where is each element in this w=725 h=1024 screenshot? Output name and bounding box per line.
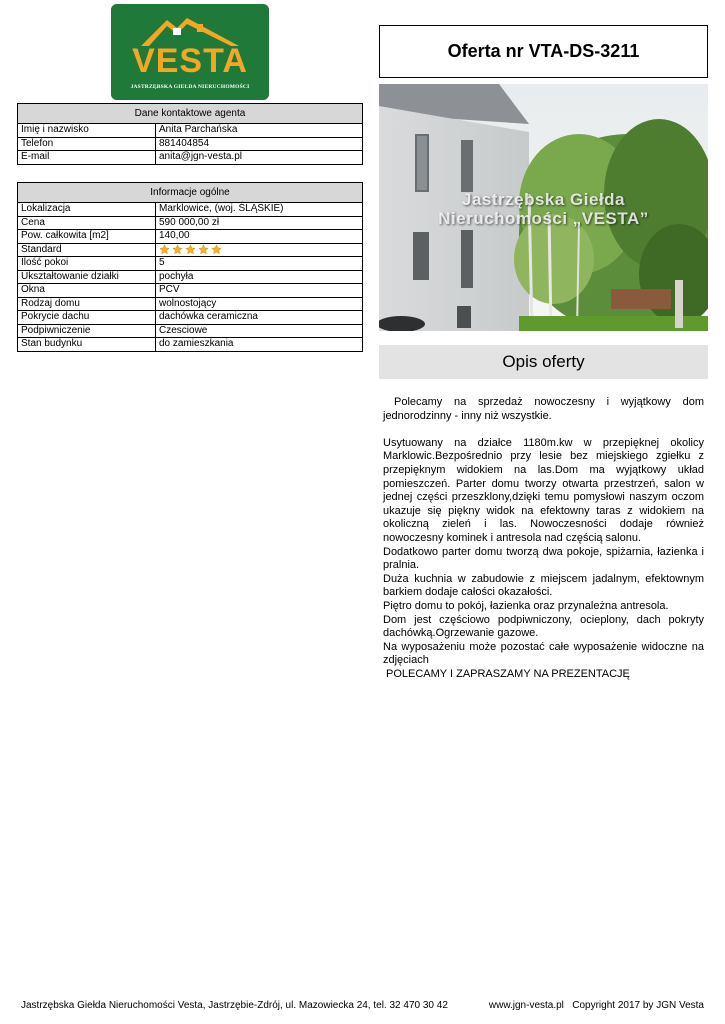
description-heading: Opis oferty xyxy=(502,352,585,371)
table-row xyxy=(18,151,363,165)
star-rating xyxy=(159,244,222,255)
general-info-table xyxy=(17,182,363,352)
row-label: Podpiwniczenie xyxy=(18,324,156,338)
star-icon xyxy=(159,244,170,255)
description-paragraph: Dom jest częściowo podpiwniczony, ocieplony, dach pokryty dachówką.Ogrzewanie gazowe. xyxy=(383,613,704,640)
table-row xyxy=(18,324,363,338)
plot-shape-value: pochyła xyxy=(156,270,363,284)
location-value: Marklowice, (woj. ŚLĄSKIE) xyxy=(156,203,363,217)
star-icon xyxy=(172,244,183,255)
table-row xyxy=(18,284,363,298)
footer-website-link[interactable]: www.jgn-vesta.pl xyxy=(488,1000,564,1011)
description-paragraph: Dodatkowo parter domu tworzą dwa pokoje, spiżarnia, łazienka i pralnia. xyxy=(383,545,704,572)
windows-value: PCV xyxy=(156,284,363,298)
agent-email: anita@jgn-vesta.pl xyxy=(156,151,363,165)
description-header xyxy=(379,345,708,379)
vesta-logo xyxy=(111,4,269,100)
logo-subtitle: JASTRZĘBSKA GIEŁDA NIERUCHOMOŚCI xyxy=(130,84,250,90)
table-row xyxy=(18,338,363,352)
description-paragraph: Usytuowany na działce 1180m.kw w przepięknej okolicy Marklowic.Bezpośrednio przy lesie bez miejskiego zgiełku z przepięknym widokiem na las.Dom ma wyjątkowy układ pomieszczeń. Parter domu tworzy otwarta przestrzeń, salon w jednej części przeszklony,dzięki temu pomysłowi naszym oczom ukazuje się piękny widok na efektowny taras z widokiem na okoliczną zieleń i las. Nowoczesności dodaje również nowoczesny kominek i antresola nad częścią salonu. xyxy=(383,436,704,544)
offer-title: Oferta nr VTA-DS-3211 xyxy=(447,41,640,61)
row-label: Ilość pokoi xyxy=(18,257,156,271)
agent-phone: 881404854 xyxy=(156,137,363,151)
description-paragraph: Piętro domu to pokój, łazienka oraz przynależna antresola. xyxy=(383,599,669,612)
general-table-title: Informacje ogólne xyxy=(18,183,363,203)
description-paragraph: Na wyposażeniu może pozostać całe wyposażenie widoczne na zdjęciach xyxy=(383,640,704,667)
star-icon xyxy=(185,244,196,255)
area-value: 140,00 xyxy=(156,230,363,244)
house-type-value: wolnostojący xyxy=(156,297,363,311)
agent-contact-table xyxy=(17,103,363,165)
row-label: Rodzaj domu xyxy=(18,297,156,311)
row-label: Standard xyxy=(18,243,156,257)
price-value: 590 000,00 zł xyxy=(156,216,363,230)
table-row xyxy=(18,124,363,138)
roof-value: dachówka ceramiczna xyxy=(156,311,363,325)
star-icon xyxy=(198,244,209,255)
table-row xyxy=(18,216,363,230)
row-label: Telefon xyxy=(18,137,156,151)
table-row xyxy=(18,230,363,244)
table-row xyxy=(18,203,363,217)
table-row xyxy=(18,137,363,151)
star-icon xyxy=(211,244,222,255)
table-row xyxy=(18,270,363,284)
standard-rating xyxy=(156,243,363,257)
row-label: Lokalizacja xyxy=(18,203,156,217)
row-label: Pokrycie dachu xyxy=(18,311,156,325)
table-row xyxy=(18,257,363,271)
table-row xyxy=(18,311,363,325)
description-paragraph: Duża kuchnia w zabudowie z miejscem jadalnym, efektownym barkiem dodaje całości okazałości. xyxy=(383,572,704,599)
row-label: Stan budynku xyxy=(18,338,156,352)
footer-address: Jastrzębska Giełda Nieruchomości Vesta, Jastrzębie-Zdrój, ul. Mazowiecka 24, tel. 32 470 30 42 xyxy=(21,1000,448,1011)
basement-value: Czesciowe xyxy=(156,324,363,338)
description-paragraph: Polecamy na sprzedaż nowoczesny i wyjątkowy dom jednorodzinny - inny niż wszystkie. xyxy=(383,396,704,422)
photo-watermark-line1: Jastrzębska Giełda xyxy=(461,190,626,209)
property-photo xyxy=(379,84,708,331)
table-row xyxy=(18,297,363,311)
row-label: Pow. całkowita [m2] xyxy=(18,230,156,244)
row-label: Cena xyxy=(18,216,156,230)
table-row xyxy=(18,243,363,257)
photo-watermark-line2: Nieruchomości „VESTA” xyxy=(438,209,649,228)
footer-copyright: Copyright 2017 by JGN Vesta xyxy=(572,1000,704,1011)
offer-number-box xyxy=(379,25,708,78)
condition-value: do zamieszkania xyxy=(156,338,363,352)
agent-table-title: Dane kontaktowe agenta xyxy=(18,104,363,124)
row-label: Okna xyxy=(18,284,156,298)
row-label: Ukształtowanie działki xyxy=(18,270,156,284)
row-label: Imię i nazwisko xyxy=(18,124,156,138)
footer-right xyxy=(489,1000,704,1011)
agent-name: Anita Parchańska xyxy=(156,124,363,138)
description-paragraph: POLECAMY I ZAPRASZAMY NA PREZENTACJĘ xyxy=(386,667,630,680)
rooms-value: 5 xyxy=(156,257,363,271)
row-label: E-mail xyxy=(18,151,156,165)
description-text xyxy=(383,396,704,681)
logo-text: VESTA xyxy=(132,42,248,80)
